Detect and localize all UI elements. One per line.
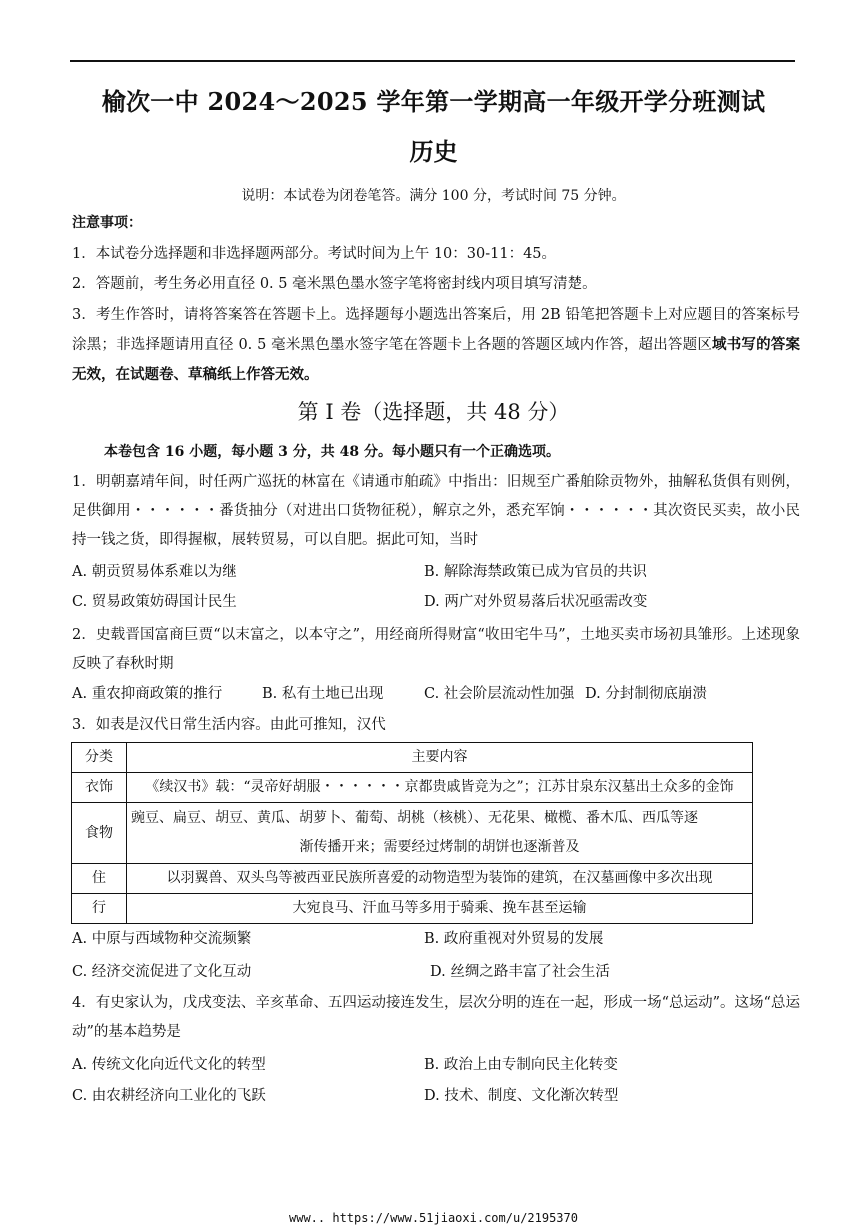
- table-cell-content: 《续汉书》载：“灵帝好胡服・・・・・・京都贵戚皆竞为之”；江苏甘泉东汉墓出土众多的金饰: [127, 773, 753, 803]
- table-header-category: 分类: [72, 743, 127, 773]
- footer-url[interactable]: www.. https://www.51jiaoxi.com/u/2195370: [289, 1211, 578, 1225]
- q1-option-b: B. 解除海禁政策已成为官员的共识: [424, 564, 647, 580]
- notice-item-3-bold-text: 域书写的答案无效，在试题卷、草稿纸上作答无效。: [72, 336, 800, 383]
- table-cell-content: 以羽翼兽、双头鸟等被西亚民族所喜爱的动物造型为装饰的建筑，在汉墓画像中多次出现: [127, 864, 753, 894]
- section-note: 本卷包含 16 小题，每小题 3 分，共 48 分。每小题只有一个正确选项。: [104, 444, 560, 460]
- table-cell-category: 食物: [72, 803, 127, 864]
- notice-heading: 注意事项：: [72, 215, 142, 231]
- q3-option-b: B. 政府重视对外贸易的发展: [424, 931, 604, 947]
- table-cell-category: 住: [72, 864, 127, 894]
- subject-title: 历史: [409, 137, 458, 166]
- table-row: [72, 803, 753, 864]
- q1-option-c: C. 贸易政策妨碍国计民生: [72, 594, 237, 610]
- table-cell-content: [127, 803, 753, 864]
- q3-option-a: A. 中原与西域物种交流频繁: [72, 931, 252, 947]
- q2-option-b: B. 私有土地已出现: [262, 686, 384, 702]
- q3-option-c: C. 经济交流促进了文化互动: [72, 964, 252, 980]
- question-2-stem: 2．史载晋国富商巨贾“以末富之，以本守之”，用经商所得财富“收田宅牛马”，土地买卖市场初具雏形。上述现象反映了春秋时期: [72, 627, 800, 672]
- table-cell-category: 衣饰: [72, 773, 127, 803]
- exam-instructions: 说明：本试卷为闭卷笔答。满分 100 分，考试时间 75 分钟。: [241, 188, 626, 204]
- notice-item-3: [72, 301, 800, 390]
- q4-option-b: B. 政治上由专制向民主化转变: [424, 1057, 618, 1073]
- table-cell-content-line-2: 渐传播开来；需要经过烤制的胡饼也逐渐普及: [299, 839, 580, 855]
- table-header-content: 主要内容: [127, 743, 753, 773]
- table-cell-content: 大宛良马、汗血马等多用于骑乘、挽车甚至运输: [127, 894, 753, 924]
- q2-option-a: A. 重农抑商政策的推行: [72, 686, 223, 702]
- q3-option-d: D. 丝绸之路丰富了社会生活: [430, 964, 610, 980]
- notice-item-1: 1．本试卷分选择题和非选择题两部分。考试时间为上午 10：30-11：45。: [72, 246, 557, 262]
- table-row: [72, 773, 753, 803]
- q4-option-d: D. 技术、制度、文化渐次转型: [424, 1088, 619, 1104]
- q2-option-d: D. 分封制彻底崩溃: [585, 686, 707, 702]
- table-row: [72, 864, 753, 894]
- q1-option-d: D. 两广对外贸易落后状况亟需改变: [424, 594, 648, 610]
- notice-item-3-text: 3．考生作答时，请将答案答在答题卡上。选择题每小题选出答案后，用 2B 铅笔把答题卡上对应题目的答案标号涂黑；非选择题请用直径 0. 5 毫米黑色墨水签字笔在答题卡上各题的答题区域内作答，超出答题区: [72, 307, 800, 353]
- table-row: [72, 894, 753, 924]
- table-header-row: [72, 743, 753, 773]
- question-4-stem: 4．有史家认为，戊戌变法、辛亥革命、五四运动接连发生，层次分明的连在一起，形成一场“总运动”。这场“总运动”的基本趋势是: [72, 995, 800, 1040]
- question-3-table: [71, 742, 753, 924]
- q1-option-a: A. 朝贡贸易体系难以为继: [72, 564, 237, 580]
- q4-option-a: A. 传统文化向近代文化的转型: [72, 1057, 266, 1073]
- q4-option-c: C. 由农耕经济向工业化的飞跃: [72, 1088, 266, 1104]
- top-rule: [70, 60, 795, 62]
- notice-item-2: 2．答题前，考生务必用直径 0. 5 毫米黑色墨水签字笔将密封线内项目填写清楚。: [72, 276, 597, 292]
- table-cell-content-line-1: 豌豆、扁豆、胡豆、黄瓜、胡萝卜、葡萄、胡桃（核桃）、无花果、橄榄、番木瓜、西瓜等逐: [131, 810, 698, 826]
- question-3-stem: 3．如表是汉代日常生活内容。由此可推知，汉代: [72, 717, 386, 733]
- q2-option-c: C. 社会阶层流动性加强: [424, 686, 575, 702]
- section-heading: 第 I 卷（选择题，共 48 分）: [297, 400, 570, 424]
- table-cell-category: 行: [72, 894, 127, 924]
- exam-title: 榆次一中 2024～2025 学年第一学期高一年级开学分班测试: [101, 87, 766, 116]
- question-1-stem: 1．明朝嘉靖年间，时任两广巡抚的林富在《请通市舶疏》中指出：旧规至广番舶除贡物外，抽解私货俱有则例，足供御用・・・・・・番货抽分（对进出口货物征税），解京之外，悉充军饷・・・・・・其次资民买卖，故小民持一钱之货，即得握椒，展转贸易，可以自肥。据此可知，当时: [72, 474, 800, 548]
